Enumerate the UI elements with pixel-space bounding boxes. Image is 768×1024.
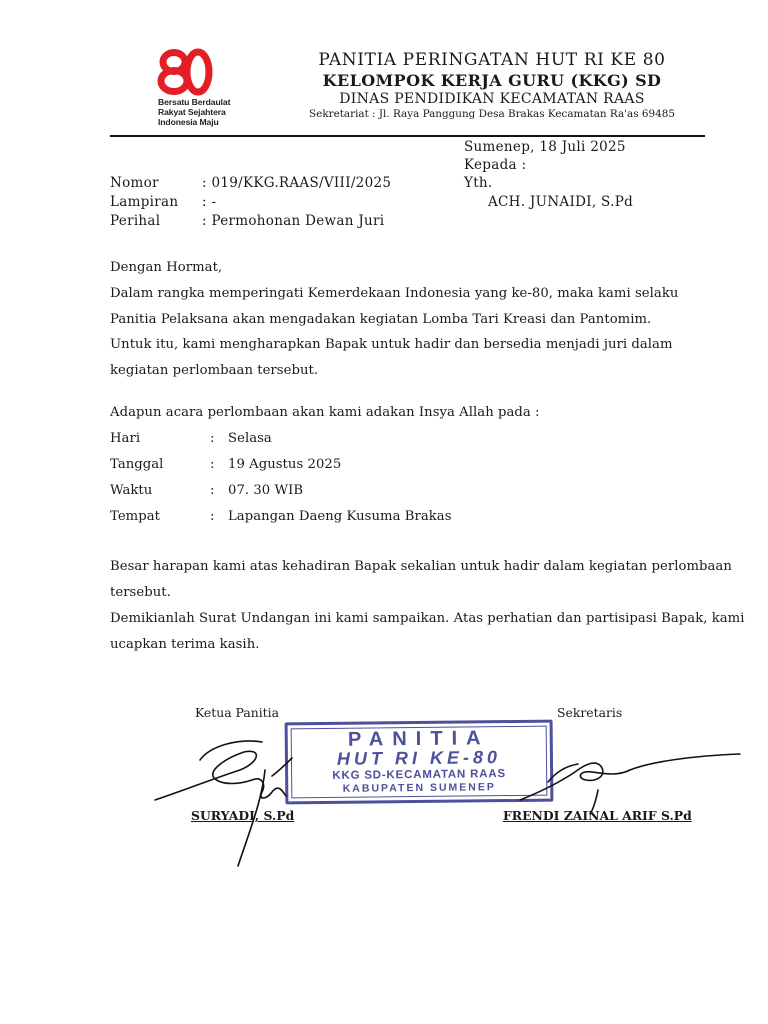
perihal-value: : Permohonan Dewan Juri (202, 213, 385, 229)
header-address: Sekretariat : Jl. Raya Panggung Desa Brakas Kecamatan Ra'as 69485 (309, 108, 675, 120)
closing-line1: Besar harapan kami atas kehadiran Bapak sekalian untuk hadir dalam kegiatan perlombaan (110, 559, 732, 574)
stamp-line2: HUT RI KE-80 (336, 747, 502, 769)
schedule-sep-tempat: : (210, 509, 215, 524)
nomor-value: : 019/KKG.RAAS/VIII/2025 (202, 175, 392, 191)
schedule-label-waktu: Waktu (110, 483, 153, 498)
schedule-value-tempat: Lapangan Daeng Kusuma Brakas (228, 509, 452, 524)
logo-tagline-3: Indonesia Maju (158, 117, 219, 127)
schedule-label-tanggal: Tanggal (110, 457, 164, 472)
header-committee: PANITIA PERINGATAN HUT RI KE 80 (318, 50, 666, 70)
left-signer-role: Ketua Panitia (195, 705, 279, 720)
para1-line2: Panitia Pelaksana akan mengadakan kegiatan Lomba Tari Kreasi dan Pantomim. (110, 312, 652, 327)
left-signer-name: SURYADI, S.Pd (191, 808, 295, 823)
para1-line4: kegiatan perlombaan tersebut. (110, 363, 319, 378)
logo-tagline-1: Bersatu Berdaulat (158, 97, 231, 107)
left-signature-stroke-4 (272, 758, 292, 776)
lampiran-value: : - (202, 194, 217, 210)
schedule-intro: Adapun acara perlombaan akan kami adakan Insya Allah pada : (110, 405, 540, 420)
perihal-label: Perihal (110, 213, 161, 229)
schedule-value-tanggal: 19 Agustus 2025 (228, 457, 342, 472)
yth-label: Yth. (464, 175, 493, 191)
header-dinas: DINAS PENDIDIKAN KECAMATAN RAAS (339, 91, 645, 107)
left-signature-stroke-1 (155, 751, 286, 800)
lampiran-label: Lampiran (110, 194, 179, 210)
stamp-line1: PANITIA (347, 727, 490, 751)
greeting: Dengan Hormat, (110, 260, 223, 275)
closing-line4: ucapkan terima kasih. (110, 637, 260, 652)
para1-line3: Untuk itu, kami mengharapkan Bapak untuk hadir dan bersedia menjadi juri dalam (110, 337, 673, 352)
schedule-sep-hari: : (210, 431, 215, 446)
schedule-sep-tanggal: : (210, 457, 215, 472)
closing-line2: tersebut. (110, 585, 171, 600)
para1-line1: Dalam rangka memperingati Kemerdekaan Indonesia yang ke-80, maka kami selaku (110, 286, 679, 301)
schedule-value-waktu: 07. 30 WIB (228, 483, 304, 498)
schedule-sep-waktu: : (210, 483, 215, 498)
header-kkg: KELOMPOK KERJA GURU (KKG) SD (322, 71, 662, 90)
schedule-label-hari: Hari (110, 431, 141, 446)
stamp-line3: KKG SD-KECAMATAN RAAS (332, 768, 506, 782)
schedule-label-tempat: Tempat (110, 509, 160, 524)
right-signer-role: Sekretaris (557, 705, 623, 720)
recipient-name: ACH. JUNAIDI, S.Pd (488, 194, 634, 210)
right-signer-name: FRENDI ZAINAL ARIF S.Pd (503, 808, 692, 823)
stamp-line4: KABUPATEN SUMENEP (342, 781, 496, 795)
logo-tagline-2: Rakyat Sejahtera (158, 107, 226, 117)
place-date: Sumenep, 18 Juli 2025 (464, 139, 626, 155)
kepada-label: Kepada : (464, 157, 527, 173)
nomor-label: Nomor (110, 175, 159, 191)
closing-line3: Demikianlah Surat Undangan ini kami sampaikan. Atas perhatian dan partisipasi Bapak, kami (110, 611, 745, 626)
schedule-value-hari: Selasa (228, 431, 272, 446)
